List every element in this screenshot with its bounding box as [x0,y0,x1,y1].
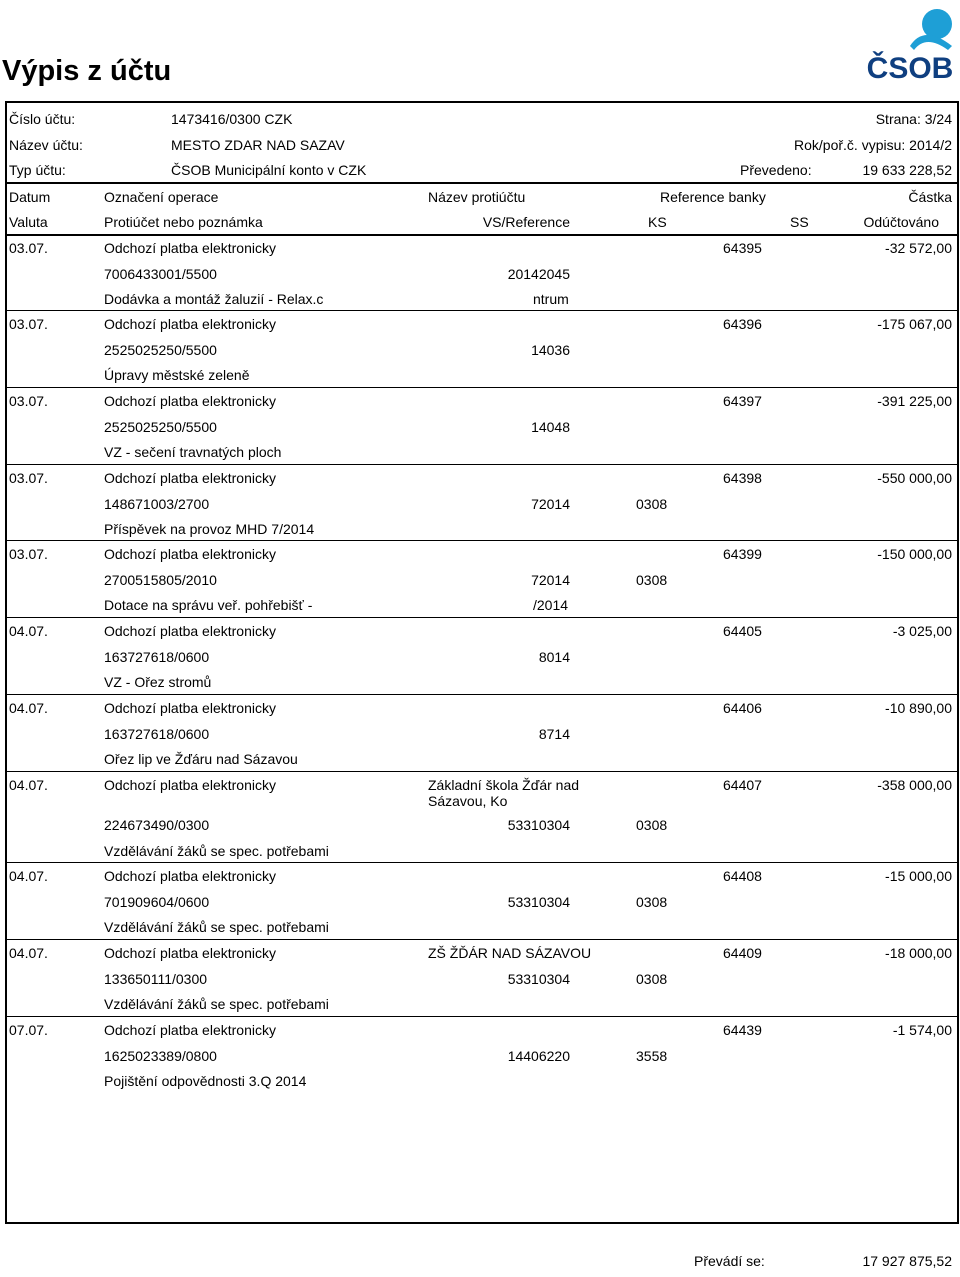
transaction-bank-reference: 64398 [723,470,762,486]
transaction-date: 04.07. [9,945,48,961]
transaction-counter-account: 2525025250/5500 [104,341,217,358]
transaction-counter-account: 2525025250/5500 [104,418,217,435]
transaction-operation: Odchozí platba elektronicky [104,777,276,793]
transaction-bank-reference: 64397 [723,393,762,409]
transaction-counter-account: 224673490/0300 [104,817,210,833]
transaction-note: Příspěvek na provoz MHD 7/2014 [104,521,315,537]
transaction-date: 04.07. [9,700,48,716]
transaction-date: 03.07. [9,240,48,256]
transaction-bank-reference: 64395 [723,240,762,256]
transaction-operation: Odchozí platba elektronicky [104,240,276,256]
transaction-bank-reference: 64407 [723,777,762,793]
transaction-counter-account: 133650111/0300 [104,970,208,987]
transaction-counter-account: 2700515805/2010 [104,571,217,588]
transaction-note: Pojištění odpovědnosti 3.Q 2014 [104,1073,307,1089]
transaction-note-continuation: /2014 [533,597,569,613]
statement-year-number: Rok/poř.č. vypisu: 2014/2 [794,137,952,153]
transaction-note: Ořez lip ve Žďáru nad Sázavou [104,751,298,767]
carry-label: Převádí se: [694,1253,765,1269]
account-type-label: Typ účtu: [9,162,66,178]
transaction-operation: Odchozí platba elektronicky [104,868,276,884]
row-separator [5,540,959,541]
transaction-note: Vzdělávání žáků se spec. potřebami [104,919,329,935]
transaction-vs: 72014 [531,571,570,588]
account-number-value: 1473416/0300 CZK [171,111,293,127]
transaction-date: 03.07. [9,470,48,486]
transaction-counter-account: 1625023389/0800 [104,1047,217,1064]
row-separator [5,939,959,940]
transaction-counter-account: 163727618/0600 [104,648,210,665]
header-counter-name: Název protiúčtu [428,189,526,205]
transaction-bank-reference: 64399 [723,546,762,562]
transaction-counter-account: 701909604/0600 [104,893,210,910]
row-separator [5,1016,959,1017]
transaction-operation: Odchozí platba elektronicky [104,393,276,409]
header-ss: SS [790,214,809,230]
transaction-operation: Odchozí platba elektronicky [104,1022,276,1038]
transaction-amount: -391 225,00 [877,393,952,409]
header-ks: KS [648,214,667,230]
transaction-amount: -32 572,00 [885,240,952,256]
transaction-date: 04.07. [9,777,48,793]
transaction-vs: 8014 [538,648,570,665]
transaction-note: VZ - sečení travnatých ploch [104,444,282,460]
transaction-operation: Odchozí platba elektronicky [104,316,276,332]
transaction-vs: 14048 [531,418,570,435]
transaction-vs: 14406220 [507,1047,570,1064]
transaction-vs: 20142045 [507,265,570,282]
account-name-label: Název účtu: [9,137,83,153]
transaction-bank-reference: 64406 [723,700,762,716]
transferred-value: 19 633 228,52 [862,162,952,178]
transaction-operation: Odchozí platba elektronicky [104,623,276,639]
page-number: Strana: 3/24 [875,111,952,127]
transaction-amount: -150 000,00 [877,546,952,562]
transaction-bank-reference: 64439 [723,1022,762,1038]
transaction-date: 03.07. [9,393,48,409]
carry-value: 17 927 875,52 [862,1253,952,1269]
transaction-vs: 53310304 [507,893,570,910]
transaction-vs: 53310304 [507,970,570,987]
transaction-ks: 0308 [636,893,668,910]
row-separator [5,464,959,465]
transaction-bank-reference: 64408 [723,868,762,884]
transaction-amount: -10 890,00 [885,700,952,716]
row-separator [5,310,959,311]
transaction-amount: -550 000,00 [877,470,952,486]
transaction-bank-reference: 64409 [723,945,762,961]
account-type-value: ČSOB Municipální konto v CZK [171,162,367,178]
header-currency: Valuta [9,214,48,230]
transaction-note: Vzdělávání žáků se spec. potřebami [104,996,329,1012]
transaction-counter-account: 163727618/0600 [104,725,210,742]
transaction-ks: 0308 [636,817,668,833]
transaction-operation: Odchozí platba elektronicky [104,945,276,961]
transaction-counter-name: ZŠ ŽĎÁR NAD SÁZAVOU [428,945,592,961]
transaction-vs: 53310304 [507,817,570,833]
transaction-note: Dotace na správu veř. pohřebišť - [104,597,313,613]
header-vs-reference: VS/Reference [482,214,570,230]
transaction-amount: -358 000,00 [877,777,952,793]
transaction-ks: 0308 [636,571,668,588]
transferred-label: Převedeno: [740,162,812,178]
header-amount: Částka [908,189,952,205]
header-date: Datum [9,189,51,205]
transaction-operation: Odchozí platba elektronicky [104,546,276,562]
transaction-date: 04.07. [9,623,48,639]
account-number-label: Číslo účtu: [9,111,76,127]
row-separator [5,617,959,618]
header-operation: Označení operace [104,189,219,205]
transaction-bank-reference: 64405 [723,623,762,639]
transaction-note: VZ - Ořez stromů [104,674,212,690]
transaction-operation: Odchozí platba elektronicky [104,470,276,486]
transaction-vs: 8714 [538,725,570,742]
transaction-counter-name: Základní škola Žďár nad Sázavou, Ko [428,777,580,809]
header-cleared: Odúčtováno [863,214,939,230]
transaction-note: Vzdělávání žáků se spec. potřebami [104,842,329,859]
logo-text: ČSOB [866,52,954,82]
transaction-note: Dodávka a montáž žaluzií - Relax.c [104,291,324,307]
page-title: Výpis z účtu [2,55,172,87]
header-bank-reference: Reference banky [660,189,766,205]
transaction-date: 03.07. [9,316,48,332]
transaction-vs: 72014 [531,495,570,512]
transaction-note-continuation: ntrum [533,291,569,307]
row-separator [5,387,959,388]
transaction-amount: -175 067,00 [877,316,952,332]
transaction-counter-account: 7006433001/5500 [104,265,217,282]
transaction-amount: -18 000,00 [885,945,952,961]
transaction-ks: 0308 [636,495,668,512]
transaction-vs: 14036 [531,341,570,358]
row-separator [5,694,959,695]
transaction-note: Úpravy městské zeleně [104,367,250,383]
account-name-value: MESTO ZDAR NAD SAZAV [171,137,345,153]
transaction-bank-reference: 64396 [723,316,762,332]
transaction-date: 04.07. [9,868,48,884]
transaction-date: 07.07. [9,1022,48,1038]
transaction-ks: 0308 [636,970,668,987]
transaction-operation: Odchozí platba elektronicky [104,700,276,716]
transaction-counter-account: 148671003/2700 [104,495,210,512]
transaction-amount: -3 025,00 [892,623,952,639]
transaction-date: 03.07. [9,546,48,562]
row-separator [5,862,959,863]
row-separator [5,771,959,772]
transaction-amount: -15 000,00 [885,868,952,884]
transaction-amount: -1 574,00 [892,1022,952,1038]
transaction-ks: 3558 [636,1047,668,1064]
header-counter-account: Protiúčet nebo poznámka [104,214,263,230]
